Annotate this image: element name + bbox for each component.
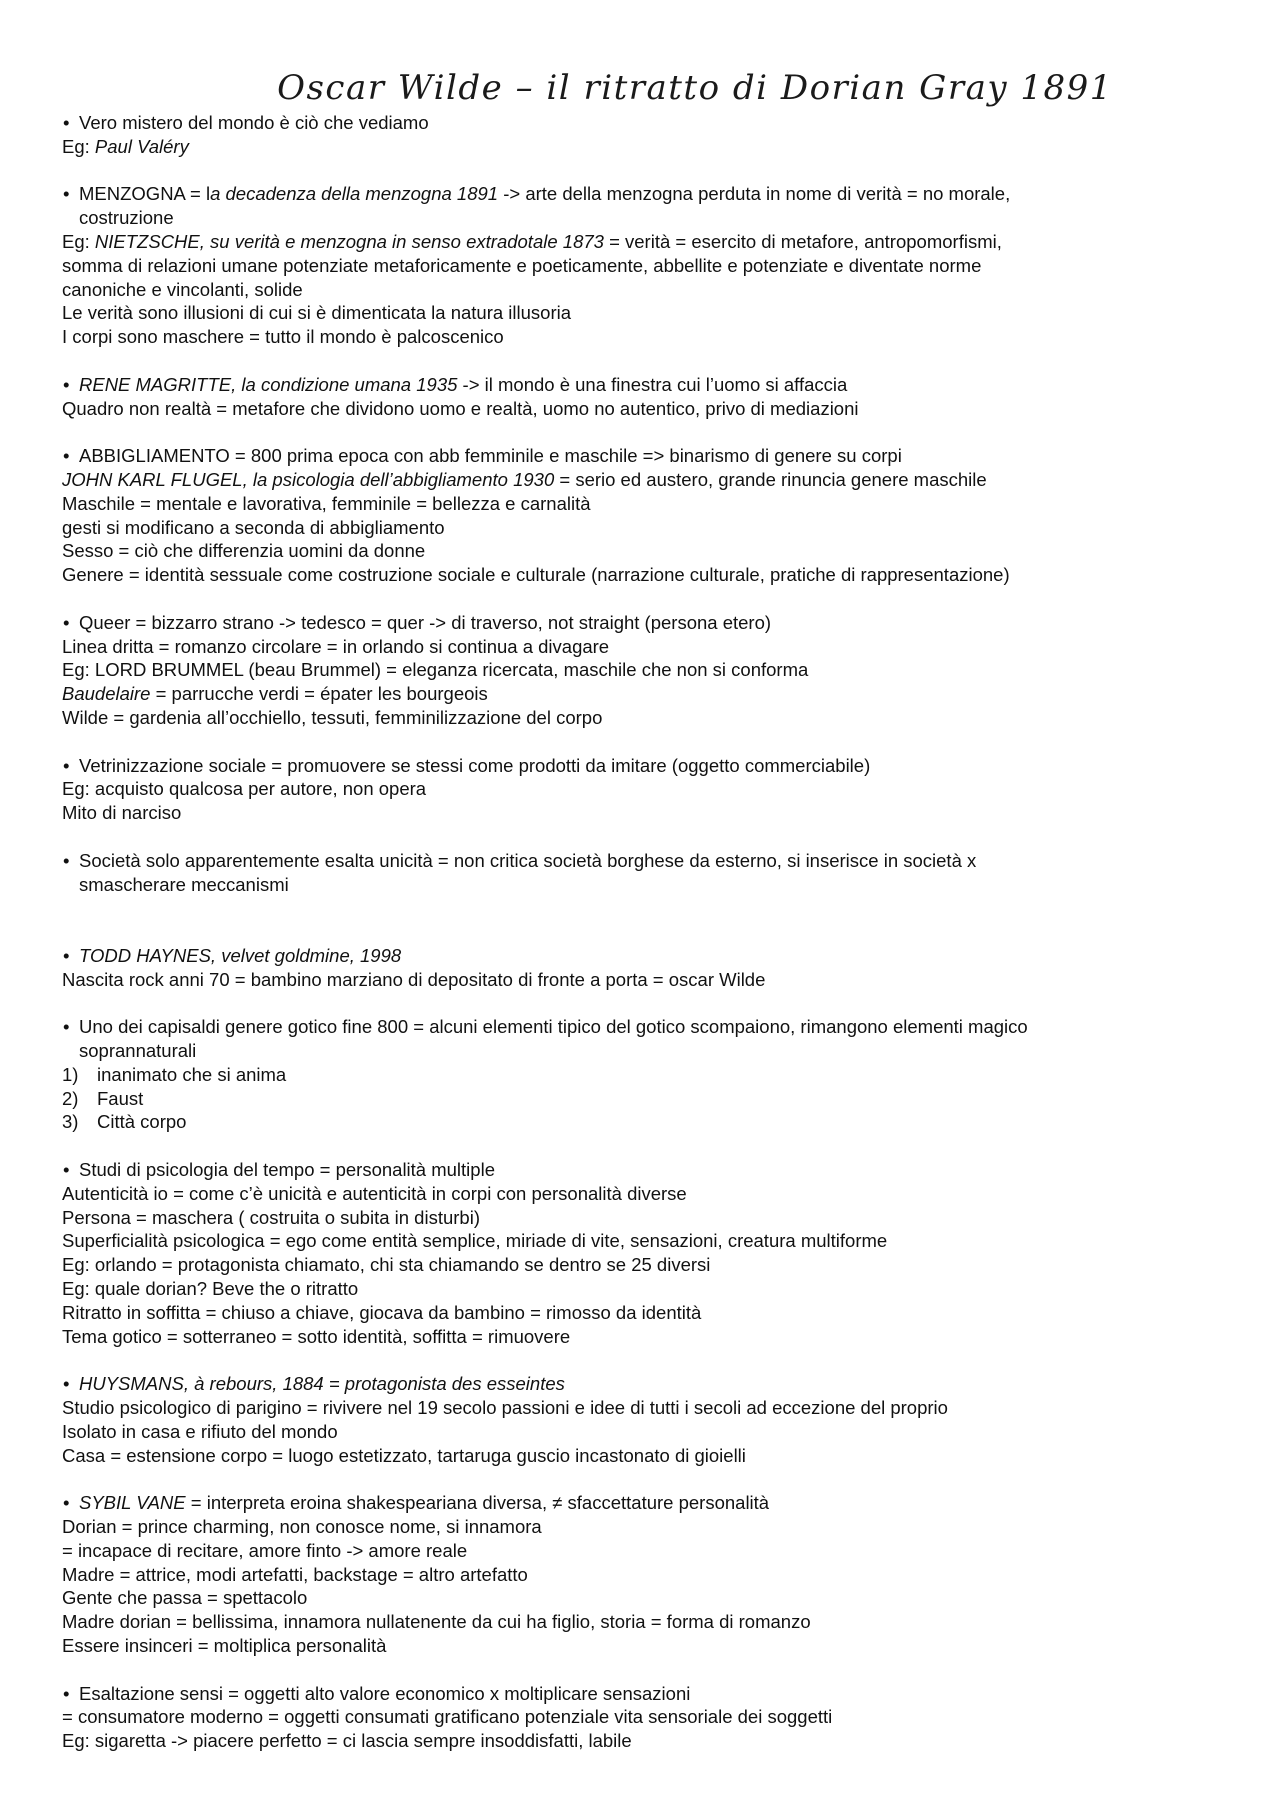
list-number: 2): [62, 1087, 79, 1109]
note-line: [62, 1277, 1222, 1301]
bullet-item: [62, 944, 1222, 968]
note-line: [62, 539, 1222, 563]
note-line: [62, 1039, 1222, 1063]
note-line: [62, 1253, 1222, 1277]
text-run: Wilde = gardenia all’occhiello, tessuti, femminilizzazione del corpo: [62, 706, 603, 728]
text-run: Uno dei capisaldi genere gotico fine 800 = alcuni elementi tipico del gotico scompaiono, rimangono elementi magico: [79, 1016, 1028, 1038]
note-line: [62, 516, 1222, 540]
text-run: = consumatore moderno = oggetti consumati gratificano potenziale vita sensoriale dei soggetti: [62, 1706, 833, 1728]
note-line: [62, 325, 1222, 349]
bullet-item: [62, 1015, 1222, 1039]
blank-line: [62, 1134, 1222, 1158]
note-line: [62, 1705, 1222, 1729]
text-run: soprannaturali: [79, 1040, 197, 1062]
text-run: ABBIGLIAMENTO = 800 prima epoca con abb femminile e maschile => binarismo di genere su corpi: [79, 445, 902, 467]
text-run: Eg: quale dorian? Beve the o ritratto: [62, 1278, 359, 1300]
numbered-item: [62, 1087, 1222, 1111]
text-run: smascherare meccanismi: [79, 873, 289, 895]
note-line: [62, 206, 1222, 230]
text-run: Eg:: [62, 230, 95, 252]
text-run: = verità = esercito di metafore, antropomorfismi,: [603, 230, 1002, 252]
blank-line: [62, 159, 1222, 183]
text-run: Genere = identità sessuale come costruzione sociale e culturale (narrazione culturale, pratiche di rappresentazione): [62, 564, 1010, 586]
text-run: Gente che passa = spettacolo: [62, 1587, 308, 1609]
text-run: = parrucche verdi = épater les bourgeois: [150, 683, 488, 705]
text-run: Isolato in casa e rifiuto del mondo: [62, 1420, 338, 1442]
text-run: Queer = bizzarro strano -> tedesco = quer -> di traverso, not straight (persona etero): [79, 611, 772, 633]
text-run: somma di relazioni umane potenziate metaforicamente e poeticamente, abbellite e potenziate e diventate norme: [62, 254, 982, 276]
text-run: I corpi sono maschere = tutto il mondo è palcoscenico: [62, 326, 504, 348]
bullet-item: [62, 849, 1222, 873]
list-number: 1): [62, 1063, 79, 1085]
italic-text: HUYSMANS, à rebours, 1884 = protagonista des esseintes: [79, 1373, 565, 1395]
notes-body: [62, 111, 1222, 1753]
text-run: Studi di psicologia del tempo = personalità multiple: [79, 1159, 495, 1181]
text-run: = interpreta eroina shakespeariana diversa, ≠ sfaccettature personalità: [185, 1492, 770, 1514]
text-run: costruzione: [79, 207, 174, 229]
note-line: [62, 135, 1222, 159]
note-line: [62, 301, 1222, 325]
note-line: [62, 492, 1222, 516]
text-run: Madre dorian = bellissima, innamora nullatenente da cui ha figlio, storia = forma di romanzo: [62, 1611, 811, 1633]
text-run: Superficialità psicologica = ego come entità semplice, miriade di vite, sensazioni, creatura multiforme: [62, 1230, 888, 1252]
text-run: Persona = maschera ( costruita o subita in disturbi): [62, 1206, 480, 1228]
note-line: [62, 254, 1222, 278]
italic-text: a decadenza della menzogna 1891: [210, 183, 499, 205]
text-run: Maschile = mentale e lavorativa, femminile = bellezza e carnalità: [62, 492, 591, 514]
text-run: Nascita rock anni 70 = bambino marziano di depositato di fronte a porta = oscar Wilde: [62, 968, 766, 990]
blank-line: [62, 730, 1222, 754]
text-run: Sesso = ciò che differenzia uomini da donne: [62, 540, 426, 562]
note-line: [62, 1610, 1222, 1634]
blank-line: [62, 825, 1222, 849]
note-line: [62, 777, 1222, 801]
note-line: [62, 1229, 1222, 1253]
note-line: [62, 1729, 1222, 1753]
text-run: Ritratto in soffitta = chiuso a chiave, giocava da bambino = rimosso da identità: [62, 1301, 702, 1323]
note-line: [62, 968, 1222, 992]
note-line: [62, 1539, 1222, 1563]
text-run: Vetrinizzazione sociale = promuovere se stessi come prodotti da imitare (oggetto commerciabile): [79, 754, 871, 776]
blank-line: [62, 420, 1222, 444]
text-run: inanimato che si anima: [97, 1063, 287, 1085]
text-run: MENZOGNA = l: [79, 183, 211, 205]
text-run: Madre = attrice, modi artefatti, backstage = altro artefatto: [62, 1563, 528, 1585]
bullet-item: [62, 1491, 1222, 1515]
note-line: [62, 801, 1222, 825]
blank-line: [62, 1658, 1222, 1682]
text-run: Autenticità io = come c’è unicità e autenticità in corpi con personalità diverse: [62, 1182, 687, 1204]
list-number: 3): [62, 1111, 79, 1133]
blank-line: [62, 1467, 1222, 1491]
text-run: Vero mistero del mondo è ciò che vediamo: [79, 112, 429, 133]
text-run: Eg:: [62, 135, 95, 157]
italic-text: Baudelaire: [62, 683, 151, 705]
text-run: -> il mondo è una finestra cui l’uomo si affaccia: [457, 373, 848, 395]
text-run: Tema gotico = sotterraneo = sotto identità, soffitta = rimuovere: [62, 1325, 571, 1347]
blank-line: [62, 991, 1222, 1015]
bullet-item: [62, 1158, 1222, 1182]
page-title: Oscar Wilde – il ritratto di Dorian Gray 1891: [277, 68, 1113, 108]
text-run: gesti si modificano a seconda di abbigliamento: [62, 516, 445, 538]
text-run: Eg: sigaretta -> piacere perfetto = ci lascia sempre insoddisfatti, labile: [62, 1730, 632, 1752]
text-run: Eg: LORD BRUMMEL (beau Brummel) = eleganza ricercata, maschile che non si conforma: [62, 659, 809, 681]
note-line: [62, 682, 1222, 706]
italic-text: RENE MAGRITTE, la condizione umana 1935: [79, 373, 458, 395]
note-line: [62, 397, 1222, 421]
note-line: [62, 1444, 1222, 1468]
blank-line: [62, 1348, 1222, 1372]
text-run: Città corpo: [97, 1111, 187, 1133]
note-line: [62, 658, 1222, 682]
bullet-item: [62, 444, 1222, 468]
note-line: [62, 635, 1222, 659]
italic-text: TODD HAYNES, velvet goldmine, 1998: [79, 944, 402, 966]
numbered-item: [62, 1063, 1222, 1087]
text-run: = serio ed austero, grande rinuncia genere maschile: [554, 468, 987, 490]
text-run: Studio psicologico di parigino = rivivere nel 19 secolo passioni e idee di tutti i secoli ad eccezione del proprio: [62, 1397, 948, 1419]
note-line: [62, 1634, 1222, 1658]
text-run: Eg: orlando = protagonista chiamato, chi sta chiamando se dentro se 25 diversi: [62, 1254, 711, 1276]
bullet-item: [62, 373, 1222, 397]
note-line: [62, 1182, 1222, 1206]
text-run: Faust: [97, 1087, 144, 1109]
note-line: [62, 1515, 1222, 1539]
bullet-item: [62, 1682, 1222, 1706]
bullet-item: [62, 111, 1222, 135]
text-run: Linea dritta = romanzo circolare = in orlando si continua a divagare: [62, 635, 610, 657]
blank-line: [62, 896, 1222, 944]
text-run: Le verità sono illusioni di cui si è dimenticata la natura illusoria: [62, 302, 572, 324]
text-run: Essere insinceri = moltiplica personalità: [62, 1635, 387, 1656]
note-line: [62, 563, 1222, 587]
note-line: [62, 706, 1222, 730]
text-run: Quadro non realtà = metafore che dividono uomo e realtà, uomo no autentico, privo di mediazioni: [62, 397, 859, 419]
note-line: [62, 1586, 1222, 1610]
text-run: Casa = estensione corpo = luogo estetizzato, tartaruga guscio incastonato di gioielli: [62, 1444, 746, 1466]
note-line: [62, 1325, 1222, 1349]
text-run: Società solo apparentemente esalta unicità = non critica società borghese da esterno, si inserisce in società x: [79, 849, 977, 871]
italic-text: JOHN KARL FLUGEL, la psicologia dell’abbigliamento 1930: [62, 468, 555, 490]
note-line: [62, 1396, 1222, 1420]
note-line: [62, 1206, 1222, 1230]
text-run: canoniche e vincolanti, solide: [62, 278, 303, 300]
italic-text: NIETZSCHE, su verità e menzogna in senso extradotale 1873: [94, 230, 604, 252]
note-line: [62, 1301, 1222, 1325]
blank-line: [62, 587, 1222, 611]
blank-line: [62, 349, 1222, 373]
note-line: [62, 873, 1222, 897]
note-line: [62, 278, 1222, 302]
note-line: [62, 468, 1222, 492]
numbered-item: [62, 1110, 1222, 1134]
bullet-item: [62, 611, 1222, 635]
bullet-item: [62, 182, 1222, 206]
text-run: Mito di narciso: [62, 802, 182, 824]
note-line: [62, 230, 1222, 254]
bullet-item: [62, 754, 1222, 778]
text-run: Dorian = prince charming, non conosce nome, si innamora: [62, 1516, 542, 1538]
text-run: -> arte della menzogna perduta in nome di verità = no morale,: [498, 183, 1011, 205]
text-run: Eg: acquisto qualcosa per autore, non opera: [62, 778, 427, 800]
text-run: Esaltazione sensi = oggetti alto valore economico x moltiplicare sensazioni: [79, 1682, 691, 1704]
italic-text: SYBIL VANE: [79, 1492, 186, 1514]
italic-text: Paul Valéry: [94, 135, 189, 157]
note-line: [62, 1563, 1222, 1587]
bullet-item: [62, 1372, 1222, 1396]
note-line: [62, 1420, 1222, 1444]
text-run: = incapace di recitare, amore finto -> amore reale: [62, 1539, 468, 1561]
